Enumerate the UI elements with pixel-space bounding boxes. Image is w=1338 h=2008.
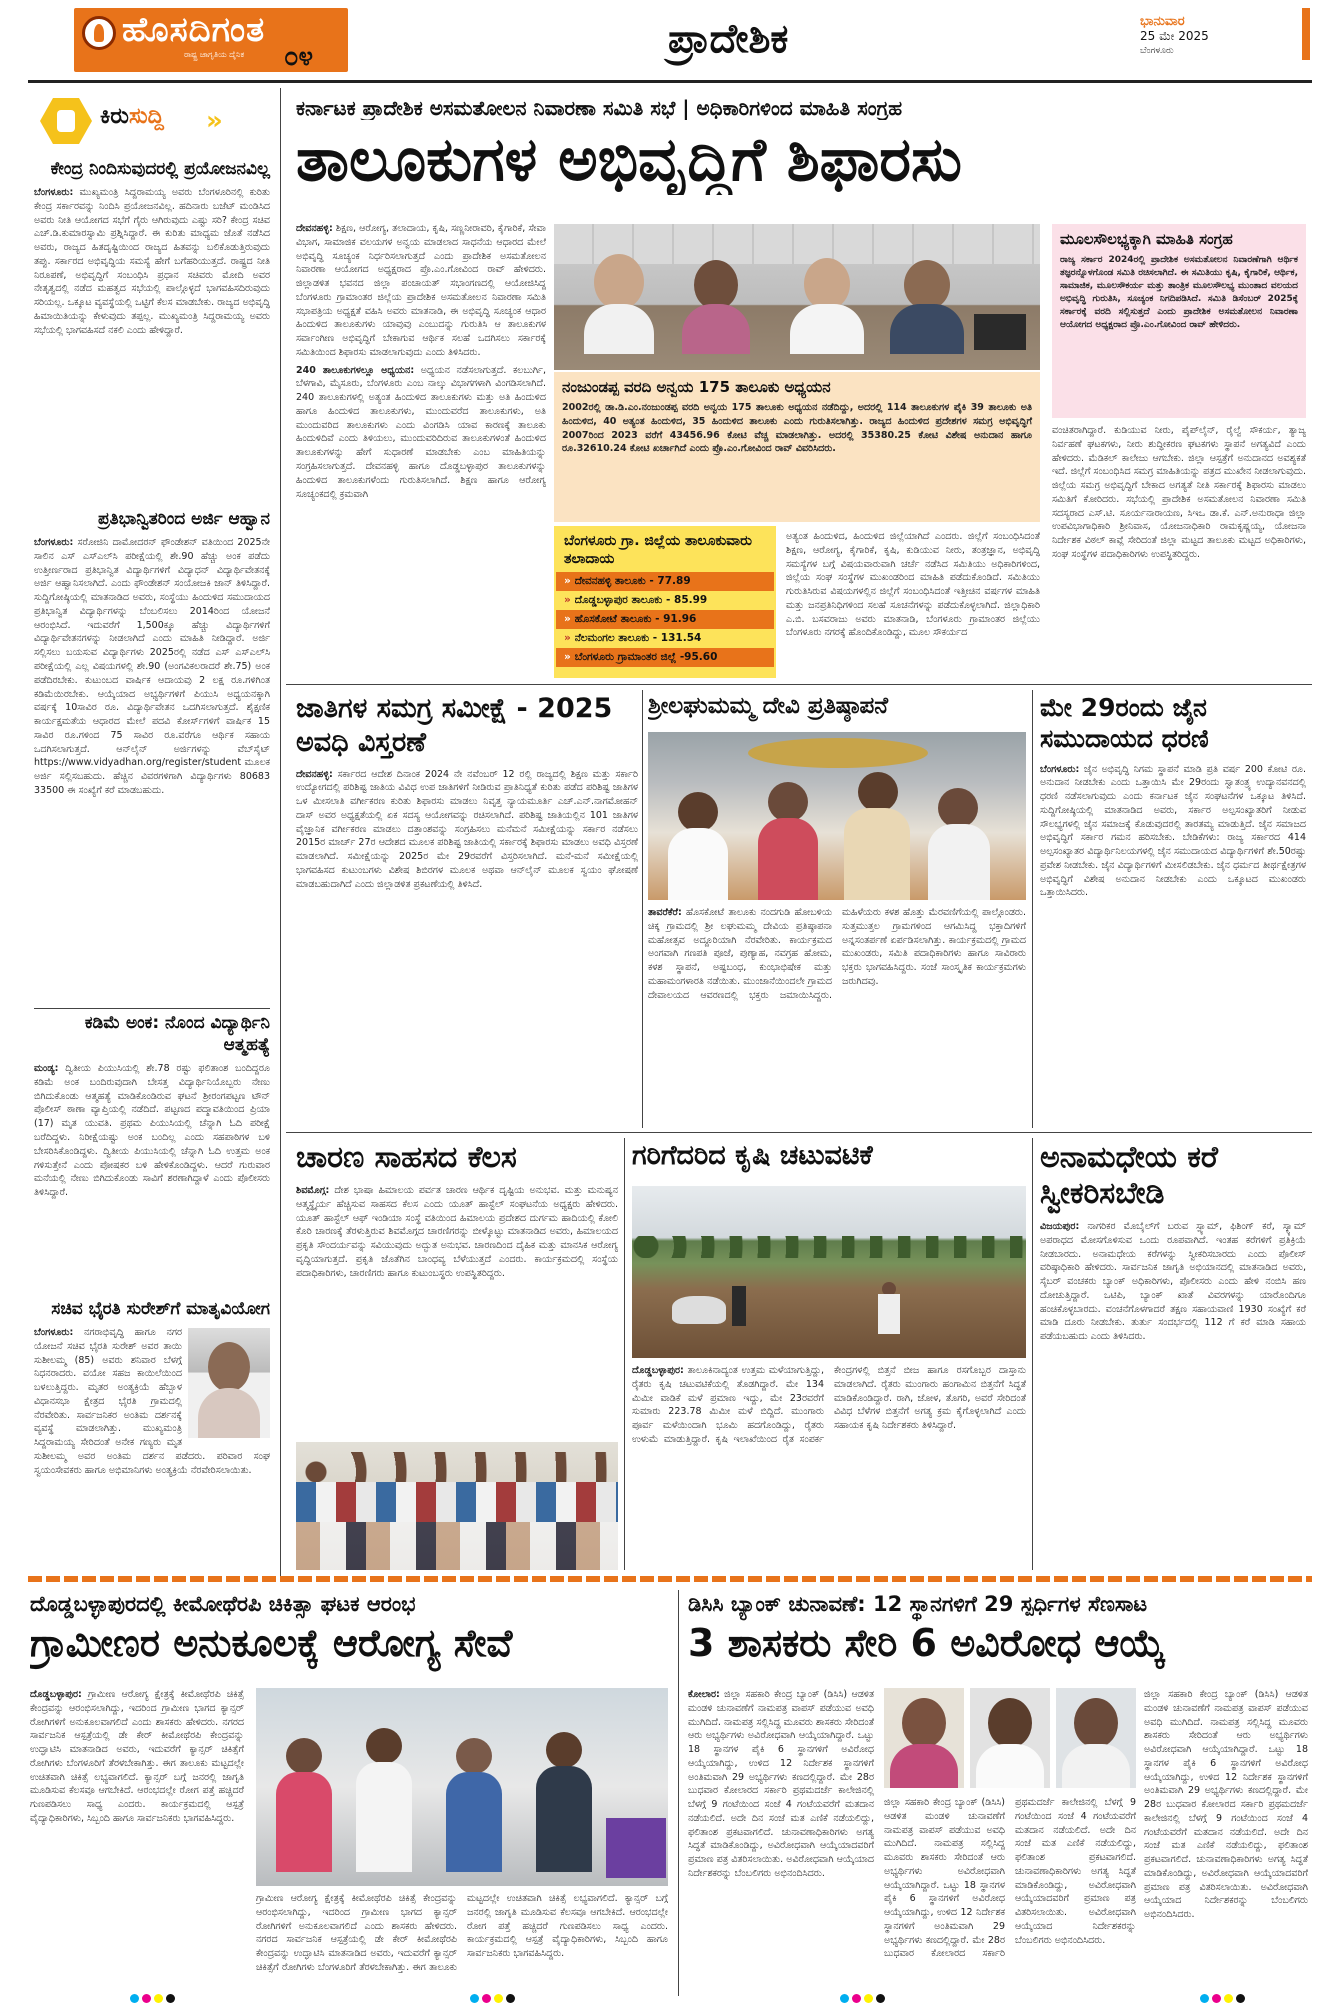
jain-dateline: ಬೆಂಗಳೂರು: (1040, 763, 1080, 775)
brief-3-title: ಕಡಿಮೆ ಅಂಕ: ನೊಂದ ವಿದ್ಯಾರ್ಥಿನಿ ಆತ್ಮಹತ್ಯೆ (84, 1013, 270, 1056)
bottom-col-rule (678, 1590, 679, 1996)
temple-body: ಹೊಸಕೋಟೆ ತಾಲೂಕು ನಂದಗುಡಿ ಹೋಬಳಿಯ ಚಿಕ್ಕ ಗ್ರಾಮದಲ್ಲಿ ಶ್ರೀ ಲಘುಮಮ್ಮ ದೇವಿಯ ಪ್ರತಿಷ್ಠಾಪನಾ ಮಹೋತ್ಸವ ಅದ್ದೂರಿಯಾಗಿ ನೆರವೇರಿತು. ಕಾರ್ಯಕ್ರಮದ ಅಂಗವಾಗಿ ಗಣಪತಿ ಪೂಜೆ, ಪುಣ್ಯಾಹ, ನವಗ್ರಹ ಹೋಮ, ಕಳಶ ಸ್ಥಾಪನೆ, ಅಷ್ಟಬಂಧ, ಕುಂಭಾಭಿಷೇಕ ಮತ್ತು ಮಹಾಮಂಗಳಾರತಿ ನಡೆಯಿತು. ಮುಂಜಾನೆಯಿಂದಲೇ ಗ್ರಾಮದ ದೇವಾಲಯದ ಆವರಣದಲ್ಲಿ ಭಕ್ತರು ಜಮಾಯಿಸಿದ್ದರು. ಮಹಿಳೆಯರು ಕಳಶ ಹೊತ್ತು ಮೆರವಣಿಗೆಯಲ್ಲಿ ಪಾಲ್ಗೊಂಡರು. ಸುತ್ತಮುತ್ತಲ ಗ್ರಾಮಗಳಿಂದ ಆಗಮಿಸಿದ್ದ ಭಕ್ತಾದಿಗಳಿಗೆ ಅನ್ನಸಂತರ್ಪಣೆ ಏರ್ಪಡಿಸಲಾಗಿತ್ತು. ಕಾರ್ಯಕ್ರಮದಲ್ಲಿ ಗ್ರಾಮದ ಮುಖಂಡರು, ಸಮಿತಿ ಪದಾಧಿಕಾರಿಗಳು ಹಾಗೂ ಸಾವಿರಾರು ಭಕ್ತರು ಭಾಗವಹಿಸಿದ್ದರು. ಸಂಜೆ ಸಾಂಸ್ಕೃತಿಕ ಕಾರ್ಯಕ್ರಮಗಳು ಜರುಗಿದವು. (648, 907, 1026, 1001)
lead-body-2: ಅಧ್ಯಯನ ನಡೆಸಲಾಗುತ್ತದೆ. ಕಲಬುರ್ಗಿ, ಬೆಳಗಾವಿ, ಮೈಸೂರು, ಬೆಂಗಳೂರು ಎಂಬ ನಾಲ್ಕು ವಿಭಾಗಗಳಾಗಿ ವಿಂಗಡಿಸಲಾಗಿದೆ. 240 ತಾಲೂಕುಗಳಲ್ಲಿ ಅತ್ಯಂತ ಹಿಂದುಳಿದ ತಾಲೂಕುಗಳು ಮತ್ತು ಅತಿ ಹಿಂದುಳಿದ ಹಾಗೂ ಹಿಂದುಳಿದ ತಾಲೂಕುಗಳು, ಮುಂದುವರೆದ ತಾಲೂಕುಗಳು, ಅತಿ ಮುಂದುವರಿದ ತಾಲೂಕುಗಳು ಎಂದು ವಿಂಗಡಿಸಿ ಯಾವ ಕಾರಣಕ್ಕೆ ತಾಲೂಕು ಹಿಂದುಳಿದಿವೆ ಎಂದು ತಿಳಿಯಲು, ಮುಂದುವರಿದಿರುವ ತಾಲೂಕುಗಳಂತೆ ಹಿಂದುಳಿದ ತಾಲೂಕುಗಳನ್ನು ಹೇಗೆ ಸುಧಾರಣೆ ಮಾಡಬೇಕು ಎಂಬ ಮಾಹಿತಿಯನ್ನು ಸಂಗ್ರಹಿಸಲಾಗುತ್ತದೆ. ದೇವನಹಳ್ಳಿ ಹಾಗೂ ದೊಡ್ಡಬಳ್ಳಾಪುರ ತಾಲೂಕುಗಳನ್ನು ಹಿಂದುಳಿದ ತಾಲೂಕುಗಳೆಂದು ಗುರುತಿಸಲಾಗಿದೆ. ಶಿಕ್ಷಣ ಹಾಗೂ ಆರೋಗ್ಯ ಸೂಚ್ಯಂಕದಲ್ಲಿ ಕ್ರಮವಾಗಿ (296, 364, 546, 500)
chemo-body: ಗ್ರಾಮೀಣ ಆರೋಗ್ಯ ಕ್ಷೇತ್ರಕ್ಕೆ ಕೀಮೋಥೆರಪಿ ಚಿಕಿತ್ಸೆ ಕೇಂದ್ರವನ್ನು ಆರಂಭಿಸಲಾಗಿದ್ದು, ಇದರಿಂದ ಗ್ರಾಮೀಣ ಭಾಗದ ಕ್ಯಾನ್ಸರ್ ರೋಗಿಗಳಿಗೆ ಅನುಕೂಲವಾಗಲಿದೆ ಎಂದು ಶಾಸಕರು ಹೇಳಿದರು. ನಗರದ ಸಾರ್ವಜನಿಕ ಆಸ್ಪತ್ರೆಯಲ್ಲಿ ಡೇ ಕೇರ್ ಕೀಮೋಥೆರಪಿ ಕೇಂದ್ರವನ್ನು ಉದ್ಘಾಟಿಸಿ ಮಾತನಾಡಿದ ಅವರು, ಇದುವರೆಗೆ ಕ್ಯಾನ್ಸರ್ ಚಿಕಿತ್ಸೆಗೆ ರೋಗಿಗಳು ಬೆಂಗಳೂರಿಗೆ ತೆರಳಬೇಕಾಗಿತ್ತು. ಈಗ ತಾಲೂಕು ಮಟ್ಟದಲ್ಲೇ ಉಚಿತವಾಗಿ ಚಿಕಿತ್ಸೆ ಲಭ್ಯವಾಗಲಿದೆ. ಕ್ಯಾನ್ಸರ್ ಬಗ್ಗೆ ಜನರಲ್ಲಿ ಜಾಗೃತಿ ಮೂಡಿಸುವ ಕೆಲಸವೂ ಆಗಬೇಕಿದೆ. ಆರಂಭದಲ್ಲೇ ರೋಗ ಪತ್ತೆ ಹಚ್ಚಿದರೆ ಗುಣಪಡಿಸಲು ಸಾಧ್ಯ ಎಂದರು. ಕಾರ್ಯಕ್ರಮದಲ್ಲಿ ಆಸ್ಪತ್ರೆ ವೈದ್ಯಾಧಿಕಾರಿಗಳು, ಸಿಬ್ಬಂದಿ ಹಾಗೂ ಸಾರ್ವಜನಿಕರು ಭಾಗವಹಿಸಿದ್ದರು. (30, 1689, 244, 1824)
percapita-row-2: » ಹೊಸಕೋಟೆ ತಾಲೂಕು - 91.96 (556, 610, 774, 629)
date-block (1140, 14, 1290, 56)
dcc-dateline: ಕೋಲಾರ: (688, 1689, 720, 1700)
jain-story (1040, 692, 1306, 1128)
lead-col-4: ವಂಚಿತರಾಗಿದ್ದಾರೆ. ಕುಡಿಯುವ ನೀರು, ಪೈಪ್‌ಲೈನ್, ರೈಲ್ವೆ ಸೌಕರ್ಯ, ತ್ಯಾಜ್ಯ ನಿರ್ವಹಣೆ ಘಟಕಗಳು, ನೀರು ಶುದ್ಧೀಕರಣ ಘಟಕಗಳು ಸ್ಥಾಪನೆ ಅಗತ್ಯವಿದೆ ಎಂದು ಹೇಳಿದರು. ಮೆಡಿಕಲ್ ಕಾಲೇಜು ಆಗಬೇಕು. ಜಿಲ್ಲಾ ಆಸ್ಪತ್ರೆಗೆ ಅನುದಾನದ ಅವಶ್ಯಕತೆ ಇದೆ. ಜಿಲ್ಲೆಗೆ ಸಂಬಂಧಿಸಿದ ಸಮಗ್ರ ಮಾಹಿತಿಯನ್ನು ಪತ್ರದ ಮುಖೇನ ನೀಡಲಾಗುವುದು. ಜಿಲ್ಲೆಯ ಸಮಗ್ರ ಅಭಿವೃದ್ಧಿಗೆ ಬೇಕಾದ ಅಗತ್ಯತೆ ನೀತಿ ಸರ್ಕಾರಕ್ಕೆ ಶಿಫಾರಸು ಮಾಡಲು ಸಮಿತಿಗೆ ಕೋರಿದರು. ಸಭೆಯಲ್ಲಿ ಪ್ರಾದೇಶಿಕ ಅಸಮತೋಲನ ನಿವಾರಣಾ ಸಮಿತಿ ಸದಸ್ಯರಾದ ಎಸ್.ಟಿ. ಸೂರ್ಯನಾರಾಯಣ, ಸಿಇಒ ಡಾ.ಕೆ. ಎನ್.ಅನುರಾಧಾ ಜಿಲ್ಲಾ ಉಪವಿಭಾಗಾಧಿಕಾರಿ ಶ್ರೀನಿವಾಸ, ಯೋಜನಾಧಿಕಾರಿ ರಾಮಕೃಷ್ಣಯ್ಯ, ಯೋಜನಾ ನಿರ್ದೇಶಕ ವಿಠಲ್ ಕಾವ್ಲೆ ಸೇರಿದಂತೆ ಜಿಲ್ಲಾ ಮಟ್ಟದ ತಾಲೂಕು ಮಟ್ಟದ ಅಧಿಕಾರಿಗಳು, ಸಂಘ ಸಂಸ್ಥೆಗಳ ಪದಾಧಿಕಾರಿಗಳು ಉಪಸ್ಥಿತರಿದ್ದರು. (1052, 425, 1306, 560)
kirusuddi-column (30, 90, 276, 1570)
side-box-body: ರಾಜ್ಯ ಸರ್ಕಾರ 2024ರಲ್ಲಿ ಪ್ರಾದೇಶಿಕ ಅಸಮತೋಲನ ನಿವಾರಣೆಗಾಗಿ ಆರ್ಥಿಕ ತಜ್ಞರನ್ನೊಳಗೊಂಡ ಸಮಿತಿ ರಚಿಸಲಾಗಿದೆ. ಈ ಸಮಿತಿಯು ಕೃಷಿ, ಕೈಗಾರಿಕೆ, ಆರ್ಥಿಕ, ಸಾಮಾಜಿಕ, ಮೂಲಸೌಕರ್ಯ ಮತ್ತು ತಾಂತ್ರಿಕ ಮೂಲಸೌಲಭ್ಯ ಮುಂತಾದ ವಲಯದ ಅಭಿವೃದ್ಧಿ ಗುರುತಿಸಿ, ಸೂಚ್ಯಂಕ ನಿಗದಿಪಡಿಸಿದೆ. ಸಮಿತಿ ಡಿಸೆಂಬರ್ 2025ಕ್ಕೆ ಸರ್ಕಾರಕ್ಕೆ ವರದಿ ಸಲ್ಲಿಸುತ್ತದೆ ಎಂದು ಪ್ರಾದೇಶಿಕ ಅಸಮತೋಲನ ನಿವಾರಣಾ ಆಯೋಗದ ಅಧ್ಯಕ್ಷರಾದ ಪ್ರೊ.ಎಂ.ಗೋವಿಂದ ರಾವ್ ಹೇಳಿದರು. (1060, 254, 1298, 330)
farming-story (632, 1140, 1026, 1570)
print-registration-marks-4 (1200, 1994, 1245, 2003)
anon-call-story (1040, 1140, 1306, 1570)
obituary-photo (188, 1328, 270, 1438)
lead-dateline: ದೇವನಹಳ್ಳಿ: (296, 223, 333, 234)
lead-col-3: ಅತ್ಯಂತ ಹಿಂದುಳಿದ, ಹಿಂದುಳಿದ ಜಿಲ್ಲೆಯಾಗಿದೆ ಎಂದರು. ಜಿಲ್ಲೆಗೆ ಸಂಬಂಧಿಸಿದಂತೆ ಶಿಕ್ಷಣ, ಆರೋಗ್ಯ, ಕೈಗಾರಿಕೆ, ಕೃಷಿ, ಕುಡಿಯುವ ನೀರು, ತಂತ್ರಜ್ಞಾನ, ಅಭಿವೃದ್ಧಿ ಸಮಸ್ಯೆಗಳ ಬಗ್ಗೆ ವಿಷಯವಾರುವಾಗಿ ಚರ್ಚೆ ನಡೆಸಿದ ಸಮಿತಿಯು ಅಧಿಕಾರಿಗಳಿಂದ, ಜಿಲ್ಲೆಯ ಸಂಘ ಸಂಸ್ಥೆಗಳ ಮುಖಂಡರಿಂದ ಮಾಹಿತಿ ಪಡೆದುಕೊಂಡಿದೆ. ಸಮಿತಿಯು ಗುರುತಿಸಿರುವ ವಿಷಯಗಳಲ್ಲಿನ ಜಿಲ್ಲೆಗೆ ಸಂಬಂಧಿಸಿದಂತೆ ಇತ್ತೀಚಿನ ವರ್ಷಗಳ ಮಾಹಿತಿ ಮತ್ತು ಜನಪ್ರತಿನಿಧಿಗಳಿಂದ ಸಲಹೆ ಸೂಚನೆಗಳನ್ನು ಪಡೆದುಕೊಳ್ಳಲಾಗಿದೆ. ಜಿಲ್ಲಾಧಿಕಾರಿ ಎ.ಬಿ. ಬಸವರಾಜು ಅವರು ಮಾತನಾಡಿ, ಬೆಂಗಳೂರು ಗ್ರಾಮಾಂತರ ಜಿಲ್ಲೆಯು ಬೆಂಗಳೂರು ನಗರಕ್ಕೆ ಹೊಂದಿಕೊಂಡಿದ್ದು, ಮೂಲ ಸೌಕರ್ಯದ (786, 531, 1040, 639)
temple-photo (648, 732, 1026, 900)
logo-block (74, 8, 348, 72)
brief-1 (34, 158, 270, 458)
lead-photo-caption (554, 372, 1040, 522)
trek-body: ದೇಶ ಭಾಷಾ ಹಿಮಾಲಯ ಪರ್ವತ ಚಾರಣ ಆರ್ಥಿಕ ದೃಷ್ಟಿಯ ಅನುಭವ. ಮತ್ತು ಮನುಷ್ಯನ ಆತ್ಮಸ್ಥೈರ್ಯ ಹೆಚ್ಚಿಸುವ ಸಾಹಸದ ಕೆಲಸ ಎಂದು ಯೂತ್ ಹಾಸ್ಟೆಲ್ ಸಂಘಟನೆಯ ಅಧ್ಯಕ್ಷರು ಹೇಳಿದರು. ಯೂತ್ ಹಾಸ್ಟೆಲ್ ಆಫ್ ಇಂಡಿಯಾ ಸಂಸ್ಥೆ ವತಿಯಿಂದ ಹಿಮಾಲಯ ಪ್ರದೇಶದ ದುರ್ಗಮ ಹಾದಿಯಲ್ಲಿ ಕೋಲಿ ಕೊರಿ ಚಾರಣಕ್ಕೆ ತೆರಳುತ್ತಿರುವ ಶಿವಮೊಗ್ಗದ ಚಾರಣಿಗರನ್ನು ಬೀಳ್ಕೊಟ್ಟು ಮಾತನಾಡಿದ ಅವರು, ಹಿಮಾಲಯದ ಪ್ರಕೃತಿ ಸೌಂದರ್ಯವನ್ನು ಸವಿಯುವುದು ಅದ್ಭುತ ಅನುಭವ. ಚಾರಣದಿಂದ ದೈಹಿಕ ಮತ್ತು ಮಾನಸಿಕ ಆರೋಗ್ಯ ವೃದ್ಧಿಯಾಗುತ್ತದೆ. ಪ್ರಕೃತಿ ಜೊತೆಗಿನ ಬಾಂಧವ್ಯ ಬೆಳೆಯುತ್ತದೆ ಎಂದರು. ಕಾರ್ಯಕ್ರಮದಲ್ಲಿ ಸಂಸ್ಥೆಯ ಪದಾಧಿಕಾರಿಗಳು, ಚಾರಣಿಗರು ಹಾಗೂ ಕುಟುಂಬಸ್ಥರು ಉಪಸ್ಥಿತರಿದ್ದರು. (296, 1185, 618, 1279)
brief-3-body: ಮಂಡ್ಯ: ದ್ವಿತೀಯ ಪಿಯುಸಿಯಲ್ಲಿ ಶೇ.78 ರಷ್ಟು ಫಲಿತಾಂಶ ಬಂದಿದ್ದರೂ ಕಡಿಮೆ ಅಂಕ ಬಂದಿರುವುದಾಗಿ ಬೇಸತ್ತ ವಿದ್ಯಾರ್ಥಿನಿಯೊಬ್ಬರು ನೇಣು ಬಿಗಿದುಕೊಂಡು ಆತ್ಮಹತ್ಯೆ ಮಾಡಿಕೊಂಡಿರುವ ಘಟನೆ ಶ್ರೀರಂಗಪಟ್ಟಣ ಟೌನ್ ಪೊಲೀಸ್ ಠಾಣಾ ವ್ಯಾಪ್ತಿಯಲ್ಲಿ ನಡೆದಿದೆ. ಪಟ್ಟಣದ ಪದ್ಮಾವತಿಯಿಂದ ಪ್ರಿಯಾ (17) ಮೃತ ಯುವತಿ. ಪ್ರಥಮ ಪಿಯುಸಿಯಲ್ಲಿ ಚೆನ್ನಾಗಿ ಓದಿ ಪರೀಕ್ಷೆ ಬರೆದಿದ್ದಳು. ನಿರೀಕ್ಷೆಯಷ್ಟು ಅಂಕ ಬಂದಿಲ್ಲ ಎಂದು ಸಹಪಾಠಿಗಳ ಬಳಿ ಬೇಸರಿಸಿಕೊಂಡಿದ್ದಳು. ದ್ವಿತೀಯ ಪಿಯುಸಿಯಲ್ಲಿ ಚೆನ್ನಾಗಿ ಓದಿ ಉತ್ತಮ ಅಂಕ ಗಳಿಸುತ್ತೇನೆ ಎಂದು ಪೋಷಕರ ಬಳಿ ಹೇಳಿಕೊಂಡಿದ್ದಳು. ಆದರೆ ಗುರುವಾರ ಮನೆಯಲ್ಲಿ ನೇಣು ಬಿಗಿದುಕೊಂಡು ಸಾವಿಗೆ ಶರಣಾಗಿದ್ದಾಳೆ ಎಂದು ಪೊಲೀಸರು ತಿಳಿಸಿದ್ದಾರೆ. (34, 1063, 270, 1199)
jain-title: ಮೇ 29ರಂದು ಜೈನ ಸಮುದಾಯದ ಧರಣಿ (1040, 693, 1209, 754)
brief-2-dateline: ಬೆಂಗಳೂರು: (34, 537, 74, 549)
lead-col-1 (296, 222, 546, 680)
caption-body: 2002ರಲ್ಲಿ ಡಾ.ಡಿ.ಎಂ.ನಂಜುಂಡಪ್ಪ ವರದಿ ಅನ್ವಯ 175 ತಾಲೂಕು ಅಧ್ಯಯನ ನಡೆದಿದ್ದು, ಅದರಲ್ಲಿ 114 ತಾಲೂಕುಗಳ ಪೈಕಿ 39 ತಾಲೂಕು ಅತಿ ಹಿಂದುಳಿದ, 40 ಅತ್ಯಂತ ಹಿಂದುಳಿದ, 35 ಹಿಂದುಳಿದ ತಾಲೂಕು ಎಂದು ಗುರುತಿಸಲಾಗಿತ್ತು. ರಾಜ್ಯದ ಹಿಂದುಳಿದ ಪ್ರದೇಶಗಳ ಸಮಗ್ರ ಅಭಿವೃದ್ಧಿಗೆ 2007ರಿಂದ 2023 ವರೆಗೆ 43456.96 ಕೋಟಿ ವೆಚ್ಚ ಮಾಡಲಾಗಿತ್ತು. ಅದರಲ್ಲಿ 35380.25 ಕೋಟಿ ವಿಶೇಷ ಅನುದಾನ ಹಾಗೂ ರೂ.32610.24 ಕೋಟಿ ಖರ್ಚಾಗಿದೆ ಎಂದು ಪ್ರೊ.ಎಂ.ಗೋವಿಂದ ರಾವ್ ವಿವರಿಸಿದರು. (562, 402, 1032, 455)
brief-divider (34, 1008, 270, 1009)
print-registration-marks (130, 1994, 175, 2003)
side-box (1052, 224, 1306, 418)
section-title: ಪ್ರಾದೇಶಿಕ (668, 16, 789, 62)
brief-2 (34, 508, 270, 956)
print-registration-marks-2 (470, 1994, 515, 2003)
brief-1-title: ಕೇಂದ್ರ ನಿಂದಿಸುವುದರಲ್ಲಿ ಪ್ರಯೋಜನವಿಲ್ಲ (50, 159, 270, 179)
caste-survey-title: ಜಾತಿಗಳ ಸಮಗ್ರ ಸಮೀಕ್ಷೆ - 2025 ಅವಧಿ ವಿಸ್ತರಣೆ (296, 693, 613, 758)
chemo-kicker: ದೊಡ್ಡಬಳ್ಳಾಪುರದಲ್ಲಿ ಕೀಮೋಥೆರಪಿ ಚಿಕಿತ್ಸಾ ಘಟಕ ಆರಂಭ (30, 1592, 416, 1616)
chemo-body-cont: ಗ್ರಾಮೀಣ ಆರೋಗ್ಯ ಕ್ಷೇತ್ರಕ್ಕೆ ಕೀಮೋಥೆರಪಿ ಚಿಕಿತ್ಸೆ ಕೇಂದ್ರವನ್ನು ಆರಂಭಿಸಲಾಗಿದ್ದು, ಇದರಿಂದ ಗ್ರಾಮೀಣ ಭಾಗದ ಕ್ಯಾನ್ಸರ್ ರೋಗಿಗಳಿಗೆ ಅನುಕೂಲವಾಗಲಿದೆ ಎಂದು ಶಾಸಕರು ಹೇಳಿದರು. ನಗರದ ಸಾರ್ವಜನಿಕ ಆಸ್ಪತ್ರೆಯಲ್ಲಿ ಡೇ ಕೇರ್ ಕೀಮೋಥೆರಪಿ ಕೇಂದ್ರವನ್ನು ಉದ್ಘಾಟಿಸಿ ಮಾತನಾಡಿದ ಅವರು, ಇದುವರೆಗೆ ಕ್ಯಾನ್ಸರ್ ಚಿಕಿತ್ಸೆಗೆ ರೋಗಿಗಳು ಬೆಂಗಳೂರಿಗೆ ತೆರಳಬೇಕಾಗಿತ್ತು. ಈಗ ತಾಲೂಕು ಮಟ್ಟದಲ್ಲೇ ಉಚಿತವಾಗಿ ಚಿಕಿತ್ಸೆ ಲಭ್ಯವಾಗಲಿದೆ. ಕ್ಯಾನ್ಸರ್ ಬಗ್ಗೆ ಜನರಲ್ಲಿ ಜಾಗೃತಿ ಮೂಡಿಸುವ ಕೆಲಸವೂ ಆಗಬೇಕಿದೆ. ಆರಂಭದಲ್ಲೇ ರೋಗ ಪತ್ತೆ ಹಚ್ಚಿದರೆ ಗುಣಪಡಿಸಲು ಸಾಧ್ಯ ಎಂದರು. ಕಾರ್ಯಕ್ರಮದಲ್ಲಿ ಆಸ್ಪತ್ರೆ ವೈದ್ಯಾಧಿಕಾರಿಗಳು, ಸಿಬ್ಬಂದಿ ಹಾಗೂ ಸಾರ್ವಜನಿಕರು ಭಾಗವಹಿಸಿದ್ದರು. (256, 1893, 668, 1973)
col-rule-d (1032, 1138, 1033, 1570)
chemo-dateline: ದೊಡ್ಡಬಳ್ಳಾಪುರ: (30, 1689, 82, 1700)
logo-text: ಹೊಸದಿಗಂತ (122, 10, 266, 50)
row3-rule (286, 1132, 1312, 1133)
jain-body: ಜೈನ ಅಭಿವೃದ್ಧಿ ನಿಗಮ ಸ್ಥಾಪನೆ ಮಾಡಿ ಪ್ರತಿ ವರ್ಷ 200 ಕೋಟಿ ರೂ. ಅನುದಾನ ನೀಡಬೇಕು ಎಂದು ಒತ್ತಾಯಿಸಿ ಮೇ 29ರಂದು ಸ್ವಾತಂತ್ರ್ಯ ಉದ್ಯಾನವನದಲ್ಲಿ ಧರಣಿ ನಡೆಸಲಾಗುವುದು ಎಂದು ಕರ್ನಾಟಕ ಜೈನ ಸಂಘಟನೆಗಳ ಒಕ್ಕೂಟ ತಿಳಿಸಿದೆ. ಸುದ್ದಿಗೋಷ್ಠಿಯಲ್ಲಿ ಮಾತನಾಡಿದ ಅವರು, ಸರ್ಕಾರ ಅಲ್ಪಸಂಖ್ಯಾತರಿಗೆ ನೀಡುವ ಸೌಲಭ್ಯಗಳಲ್ಲಿ ಜೈನ ಸಮಾಜಕ್ಕೆ ಕೊಡುವುದರಲ್ಲಿ ತಾರತಮ್ಯ ಮಾಡುತ್ತಿದೆ. ಜೈನ ಸಮಾಜದ ಅಭಿವೃದ್ಧಿಗೆ ಸರ್ಕಾರ ಗಮನ ಹರಿಸಬೇಕು. ಬೇಡಿಕೆಗಳು: ರಾಜ್ಯ ಸರ್ಕಾರದ 414 ಅಲ್ಪಸಂಖ್ಯಾತರ ವಿದ್ಯಾರ್ಥಿನಿಲಯಗಳಲ್ಲಿ ಜೈನ ಸಮುದಾಯದ ವಿದ್ಯಾರ್ಥಿಗಳಿಗೆ ಶೇ.50ರಷ್ಟು ಪ್ರವೇಶ ನೀಡಬೇಕು. ಜೈನ ವಿದ್ಯಾರ್ಥಿಗಳಿಗೆ ಮೀಸಲಿಡಬೇಕು. ಜೈನ ಧರ್ಮದ ತೀರ್ಥಕ್ಷೇತ್ರಗಳ ಅಭಿವೃದ್ಧಿಗೆ ವಿಶೇಷ ಅನುದಾನ ನೀಡಬೇಕು ಎಂದು ಒಕ್ಕೂಟದ ಮುಖಂಡರು ಒತ್ತಾಯಿಸಿದರು. (1040, 763, 1306, 899)
percapita-row-3: » ನೆಲಮಂಗಲ ತಾಲೂಕು - 131.54 (564, 632, 702, 645)
percapita-title: ಬೆಂಗಳೂರು ಗ್ರಾ. ಜಿಲ್ಲೆಯ ತಾಲೂಕುವಾರು ತಲಾದಾಯ (564, 533, 752, 568)
trek-story (296, 1140, 618, 1570)
bottom-band-top (28, 1576, 1312, 1582)
percapita-box (554, 526, 776, 678)
logo-tagline: ರಾಷ್ಟ್ರ ಜಾಗೃತಿಯ ದೈನಿಕ (184, 50, 245, 59)
dcc-body: ಜಿಲ್ಲಾ ಸಹಕಾರಿ ಕೇಂದ್ರ ಬ್ಯಾಂಕ್ (ಡಿಸಿಸಿ) ಆಡಳಿತ ಮಂಡಳಿ ಚುನಾವಣೆಗೆ ನಾಮಪತ್ರ ವಾಪಸ್ ಪಡೆಯುವ ಅವಧಿ ಮುಗಿದಿದೆ. ನಾಮಪತ್ರ ಸಲ್ಲಿಸಿದ್ದ ಮೂವರು ಶಾಸಕರು ಸೇರಿದಂತೆ ಆರು ಅಭ್ಯರ್ಥಿಗಳು ಅವಿರೋಧವಾಗಿ ಆಯ್ಕೆಯಾಗಿದ್ದಾರೆ. ಒಟ್ಟು 18 ಸ್ಥಾನಗಳ ಪೈಕಿ 6 ಸ್ಥಾನಗಳಿಗೆ ಅವಿರೋಧ ಆಯ್ಕೆಯಾಗಿದ್ದು, ಉಳಿದ 12 ನಿರ್ದೇಶಕ ಸ್ಥಾನಗಳಿಗೆ ಅಂತಿಮವಾಗಿ 29 ಅಭ್ಯರ್ಥಿಗಳು ಕಣದಲ್ಲಿದ್ದಾರೆ. ಮೇ 28ರ ಬುಧವಾರ ಕೋಲಾರದ ಸರ್ಕಾರಿ ಪ್ರಥಮದರ್ಜೆ ಕಾಲೇಜಿನಲ್ಲಿ ಬೆಳಗ್ಗೆ 9 ಗಂಟೆಯಿಂದ ಸಂಜೆ 4 ಗಂಟೆಯವರೆಗೆ ಮತದಾನ ನಡೆಯಲಿದೆ. ಅದೇ ದಿನ ಸಂಜೆ ಮತ ಎಣಿಕೆ ನಡೆಯಲಿದ್ದು, ಫಲಿತಾಂಶ ಪ್ರಕಟವಾಗಲಿದೆ. ಚುನಾವಣಾಧಿಕಾರಿಗಳು ಅಗತ್ಯ ಸಿದ್ಧತೆ ಮಾಡಿಕೊಂಡಿದ್ದು, ಅವಿರೋಧವಾಗಿ ಆಯ್ಕೆಯಾದವರಿಗೆ ಪ್ರಮಾಣ ಪತ್ರ ವಿತರಿಸಲಾಯಿತು. ಅವಿರೋಧವಾಗಿ ಆಯ್ಕೆಯಾದ ನಿರ್ದೇಶಕರನ್ನು ಬೆಂಬಲಿಗರು ಅಭಿನಂದಿಸಿದರು. (688, 1689, 874, 1879)
percapita-row-4: » ಬೆಂಗಳೂರು ಗ್ರಾಮಾಂತರ ಜಿಲ್ಲೆ -95.60 (556, 648, 774, 667)
page-number: ೦೪ (284, 42, 314, 72)
percapita-row-0: » ದೇವನಹಳ್ಳಿ ತಾಲೂಕು - 77.89 (556, 572, 774, 591)
dcc-title: 3 ಶಾಸಕರು ಸೇರಿ 6 ಅವಿರೋಧ ಆಯ್ಕೆ (688, 1621, 1166, 1665)
lead-subhead: 240 ತಾಲೂಕುಗಳಲ್ಲೂ ಅಧ್ಯಯನ: (296, 364, 415, 376)
lead-kicker: ಕರ್ನಾಟಕ ಪ್ರಾದೇಶಿಕ ಅಸಮತೋಲನ ನಿವಾರಣಾ ಸಮಿತಿ ಸಭೆ | ಅಧಿಕಾರಿಗಳಿಂದ ಮಾಹಿತಿ ಸಂಗ್ರಹ (296, 96, 903, 120)
brief-4 (34, 1298, 270, 1592)
masthead-rule (28, 80, 1312, 83)
farming-photo (632, 1186, 1026, 1358)
trek-title: ಚಾರಣ ಸಾಹಸದ ಕೆಲಸ (296, 1140, 517, 1175)
dcc-story (688, 1592, 1308, 1996)
brief-3 (34, 1012, 270, 1328)
masthead (0, 0, 1338, 80)
brief-1-dateline: ಬೆಂಗಳೂರು: (34, 187, 74, 199)
side-box-title: ಮೂಲಸೌಲಭ್ಯಕ್ಕಾಗಿ ಮಾಹಿತಿ ಸಂಗ್ರಹ (1060, 230, 1233, 248)
left-column-rule (280, 88, 281, 1576)
chemo-story (30, 1592, 670, 1996)
dcc-candidate-photo-3 (1056, 1688, 1136, 1788)
brief-2-body: ಬೆಂಗಳೂರು: ಸರೋಜಿನಿ ದಾಮೋದರನ್ ಫೌಂಡೇಶನ್ ವತಿಯಿಂದ 2025ನೇ ಸಾಲಿನ ಎಸ್ ಎಸ್ಎಲ್‌ಸಿ ಪರೀಕ್ಷೆಯಲ್ಲಿ ಶೇ.90 ಹೆಚ್ಚು ಅಂಕ ಪಡೆದು ಉತ್ತೀರ್ಣರಾದ ಪ್ರತಿಭಾನ್ವಿತ ವಿದ್ಯಾರ್ಥಿಗಳಿಗೆ ವಿದ್ಯಾಧನ್ ವಿದ್ಯಾರ್ಥಿವೇತನಕ್ಕೆ ಅರ್ಜಿ ಆಹ್ವಾನಿಸಲಾಗಿದೆ. ಎಂದು ಫೌಂಡೇಶನ್ ಸಂಯೋಜಕಿ ಜಾನ್ ತಿಳಿಸಿದ್ದಾರೆ. ಸುದ್ದಿಗೋಷ್ಠಿಯಲ್ಲಿ ಮಾತನಾಡಿದ ಅವರು, ಸಂಸ್ಥೆಯು ಹಿಂದುಳಿದ ಸಮುದಾಯದ ಪ್ರತಿಭಾನ್ವಿತ ವಿದ್ಯಾರ್ಥಿಗಳನ್ನು ಬೆಂಬಲಿಸಲು 2014ರಿಂದ ಯೋಜನೆ ಆರಂಭಿಸಿದೆ. ಇದುವರೆಗೆ 1,500ಕ್ಕೂ ಹೆಚ್ಚು ವಿದ್ಯಾರ್ಥಿಗಳಿಗೆ ವಿದ್ಯಾರ್ಥಿವೇತನಗಳನ್ನು ನೀಡಲಾಗಿದೆ ಎಂದು ಮಾಹಿತಿ ನೀಡಿದ್ದಾರೆ. ಅರ್ಜಿ ಸಲ್ಲಿಸಲು ಬಯಸುವ ವಿದ್ಯಾರ್ಥಿಗಳು 2025ರಲ್ಲಿ ನಡೆದ ಎಸ್ ಎಸ್ಎಲ್‌ಸಿ ಪರೀಕ್ಷೆಯಲ್ಲಿ ಎಲ್ಲ ವಿಷಯಗಳಲ್ಲಿ ಶೇ.90 (ಅಂಗವಿಕಲರಾದರೆ ಶೇ.75) ಅಂಕ ಪಡೆದಿರಬೇಕು. ಕುಟುಂಬದ ವಾರ್ಷಿಕ ಆದಾಯವು 2 ಲಕ್ಷ ರೂ.ಗಳಿಗಿಂತ ಕಡಿಮೆಯಿರಬೇಕು. ಆಯ್ಕೆಯಾದ ಅಭ್ಯರ್ಥಿಗಳಿಗೆ ಪಿಯುಸಿ ಅಧ್ಯಯನಕ್ಕಾಗಿ ವರ್ಷಕ್ಕೆ 10ಸಾವಿರ ರೂ. ವಿದ್ಯಾರ್ಥಿವೇತನ ಒದಗಿಸಲಾಗುತ್ತದೆ. ಶೈಕ್ಷಣಿಕ ಕಾರ್ಯಕ್ಷಮತೆಯ ಆಧಾರದ ಮೇಲೆ ಪದವಿ ಕೋರ್ಸ್‌ಗಳಿಗೆ ವಾರ್ಷಿಕ 15 ಸಾವಿರ ರೂ.ಗಳಿಂದ 75 ಸಾವಿರ ರೂ.ವರೆಗೂ ಆರ್ಥಿಕ ಸಹಾಯ ಒದಗಿಸಲಾಗುತ್ತದೆ. ಆನ್‌ಲೈನ್ ಅರ್ಜಿಗಳನ್ನು ವೆಬ್‌ಸೈಟ್ https://www.vidyadhan.org/register/student ಮೂಲಕ ಅರ್ಜಿ ಸಲ್ಲಿಸಬಹುದು. ಹೆಚ್ಚಿನ ವಿವರಗಳಿಗಾಗಿ ವಿದ್ಯಾರ್ಥಿಗಳು 80683 33500 ಈ ಸಂಖ್ಯೆಗೆ ಕರೆ ಮಾಡಬಹುದು. (34, 537, 270, 796)
chemo-photo (256, 1688, 668, 1886)
weekday: ಭಾನುವಾರ (1140, 14, 1185, 29)
brief-3-dateline: ಮಂಡ್ಯ: (34, 1063, 59, 1075)
lead-body-1: ಶಿಕ್ಷಣ, ಆರೋಗ್ಯ, ತಲಾದಾಯ, ಕೃಷಿ, ಸಣ್ಣನೀರಾವರಿ, ಕೈಗಾರಿಕೆ, ಸೇವಾ ವಿಭಾಗ, ಸಾಮಾಜಿಕ ವಲಯಗಳ ಅನ್ವಯ ಮಾಡಲಾದ ಸಾಧನೆಯ ಆಧಾರದ ಮೇಲೆ ಅಭಿವೃದ್ಧಿ ಸೂಚ್ಯಂಕ ನಿರ್ಧರಿಸಲಾಗುತ್ತದೆ ಎಂದು ಪ್ರಾದೇಶಿಕ ಅಸಮತೋಲನ ನಿವಾರಣಾ ಆಯೋಗದ ಅಧ್ಯಕ್ಷರಾದ ಪ್ರೊ.ಎಂ.ಗೋವಿಂದ ರಾವ್ ಹೇಳಿದರು. ಜಿಲ್ಲಾಡಳಿತ ಭವನದ ಜಿಲ್ಲಾ ಪಂಚಾಯತ್ ಸಭಾಂಗಣದಲ್ಲಿ ಆಯೋಜಿಸಿದ್ದ ಬೆಂಗಳೂರು ಗ್ರಾಮಾಂತರ ಜಿಲ್ಲೆಯ ಪ್ರಾದೇಶಿಕ ಅಸಮತೋಲನ ನಿವಾರಣಾ ಸಮಿತಿ ಸಭಾಪತ್ರಿಯ ಅಧ್ಯಕ್ಷತೆ ವಹಿಸಿ ಅವರು ಮಾತನಾಡಿ, ಈ ಅಭಿವೃದ್ಧಿ ಸೂಚ್ಯಂಕ ಆಧಾರ ಹಿಂದುಳಿದ ತಾಲೂಕುಗಳು ಯಾವುವು ಎಂಬುದನ್ನು ಗುರುತಿಸಿ ಆ ತಾಲೂಕುಗಳ ಸರ್ವಾಂಗೀಣ ಅಭಿವೃದ್ಧಿಗೆ ಬೇಕಾಗುವ ಆರ್ಥಿಕ ಸಲಹೆ ಒದಗಿಸಲು ಸರ್ಕಾರಕ್ಕೆ ಸಮಿತಿಯಿಂದ ಶಿಫಾರಸು ಮಾಡಲಾಗುವುದು ಎಂದು ತಿಳಿಸಿದರು. (296, 223, 546, 358)
percapita-row-1: » ದೊಡ್ಡಬಳ್ಳಾಪುರ ತಾಲೂಕು - 85.99 (564, 594, 708, 607)
dcc-candidate-photo-1 (884, 1688, 964, 1788)
temple-dateline: ತಾವರೆಕೆರೆ: (648, 907, 682, 918)
kirusuddi-badge (30, 94, 260, 148)
kirusuddi-label (100, 104, 164, 129)
trek-dateline: ಶಿವಮೊಗ್ಗ: (296, 1185, 330, 1196)
kirusuddi-label-b: ಸುದ್ದಿ (128, 104, 164, 129)
chemo-title: ಗ್ರಾಮೀಣರ ಅನುಕೂಲಕ್ಕೆ ಆರೋಗ್ಯ ಸೇವೆ (30, 1621, 513, 1665)
brief-4-body: ಬೆಂಗಳೂರು: ನಗರಾಭಿವೃದ್ಧಿ ಹಾಗೂ ನಗರ ಯೋಜನೆ ಸಚಿವ ಭೈರತಿ ಸುರೇಶ್ ಅವರ ತಾಯಿ ಸುಶೀಲಮ್ಮ (85) ಅವರು ಶನಿವಾರ ಬೆಳಗ್ಗೆ ನಿಧನರಾದರು. ವಯೋ ಸಹಜ ಕಾಯಿಲೆಯಿಂದ ಬಳಲುತ್ತಿದ್ದರು. ಮೃತರ ಅಂತ್ಯಕ್ರಿಯೆ ಹೆಬ್ಬಾಳ ವಿಧಾನಸಭಾ ಕ್ಷೇತ್ರದ ಭೈರತಿ ಗ್ರಾಮದಲ್ಲಿ ನೆರವೇರಿತು. ಸಾರ್ವಜನಿಕರ ಅಂತಿಮ ದರ್ಶನಕ್ಕೆ ವ್ಯವಸ್ಥೆ ಮಾಡಲಾಗಿತ್ತು. ಮುಖ್ಯಮಂತ್ರಿ ಸಿದ್ದರಾಮಯ್ಯ ಸೇರಿದಂತೆ ಅನೇಕ ಗಣ್ಯರು ಮೃತ ಸುಶೀಲಮ್ಮ ಅವರ ಅಂತಿಮ ದರ್ಶನ ಪಡೆದರು. ಪರಿವಾರ ಸಂಘ ಸ್ವಯಂಸೇವಕರು ಹಾಗೂ ಅಭಿಮಾನಿಗಳು ಅಂತ್ಯಕ್ರಿಯೆ ನೆರವೇರಿಸಲಾಯಿತು. (34, 1327, 270, 1476)
trek-group-photo (296, 1442, 618, 1570)
col-rule-a (642, 690, 643, 1128)
farming-title: ಗರಿಗೆದರಿದ ಕೃಷಿ ಚಟುವಟಿಕೆ (632, 1140, 873, 1171)
anon-call-title: ಅನಾಮಧೇಯ ಕರೆ ಸ್ವೀಕರಿಸಬೇಡಿ (1040, 1140, 1218, 1211)
logo-emblem-icon (82, 16, 116, 50)
col-rule-c (624, 1138, 625, 1570)
farming-dateline: ದೊಡ್ಡಬಳ್ಳಾಪುರ: (632, 1365, 684, 1376)
caste-survey-body: ಸರ್ಕಾರದ ಆದೇಶ ದಿನಾಂಕ 2024 ನೇ ನವೆಂಬರ್ 12 ರಲ್ಲಿ ರಾಜ್ಯದಲ್ಲಿ ಶಿಕ್ಷಣ ಮತ್ತು ಸರ್ಕಾರಿ ಉದ್ಯೋಗದಲ್ಲಿ ಪರಿಶಿಷ್ಟ ಜಾತಿಯ ವಿವಿಧ ಉಪ ಜಾತಿಗಳಿಗೆ ನೀಡಿರುವ ಪ್ರಾತಿನಿಧ್ಯತೆ ಕುರಿತು ಪಡೆದ ಪರಿಶಿಷ್ಟ ಜಾತಿಗಳ ಒಳ ಮೀಸಲಾತಿ ವರ್ಗೀಕರಣ ಕುರಿತು ಶಿಫಾರಸು ಮಾಡಲು ನಿವೃತ್ತ ನ್ಯಾಯಮೂರ್ತಿ ಎಚ್.ಎನ್.ನಾಗಮೋಹನ್ ದಾಸ್ ಅವರ ಅಧ್ಯಕ್ಷತೆಯಲ್ಲಿ ಏಕ ಸದಸ್ಯ ಆಯೋಗವನ್ನು ರಚಿಸಲಾಗಿದೆ. ಪರಿಶಿಷ್ಟ ಜಾತಿಯಲ್ಲಿನ 101 ಜಾತಿಗಳ ವೈಜ್ಞಾನಿಕ ವರ್ಗೀಕರಣ ಮಾಡಲು ದತ್ತಾಂಶವನ್ನು ಸಂಗ್ರಹಿಸಲು ಮನೆಮನೆ ಸಮೀಕ್ಷೆಯನ್ನು ಸರ್ಕಾರ ನಡೆಸಲು 2015ರ ಮಾರ್ಚ್ 27ರ ಆದೇಶದ ಮೂಲಕ ಪರಿಶಿಷ್ಟ ಜಾತಿಯಲ್ಲಿ ಸರ್ಕಾರಕ್ಕೆ ಶಿಫಾರಸು ಮಾಡಲು ಅವಧಿ ವಿಸ್ತರಣೆ ಮಾಡಲಾಗಿದೆ. ಸಮೀಕ್ಷೆಯನ್ನು 2025ರ ಮೇ 29ರವರೆಗೆ ವಿಸ್ತರಿಸಲಾಗಿದೆ. ಮನೆ-ಮನೆ ಸಮೀಕ್ಷೆಯಲ್ಲಿ ಭಾಗವಹಿಸದ ಕುಟುಂಬಗಳು ವಿಶೇಷ ಶಿಬಿರಗಳ ಮೂಲಕ ಅಥವಾ ಆನ್‌ಲೈನ್ ಮೂಲಕ ಸ್ವಯಂ ಘೋಷಣೆ ಮಾಡಬಹುದಾಗಿದೆ ಎಂದು ಜಿಲ್ಲಾಡಳಿತ ಪ್ರಕಟಣೆಯಲ್ಲಿ ತಿಳಿಸಿದೆ. (296, 768, 638, 890)
anon-call-dateline: ವಿಜಯಪುರ: (1040, 1221, 1080, 1232)
dcc-kicker: ಡಿಸಿಸಿ ಬ್ಯಾಂಕ್ ಚುನಾವಣೆ: 12 ಸ್ಥಾನಗಳಿಗೆ 29 ಸ್ಪರ್ಧಿಗಳ ಸೆಣಸಾಟ (688, 1592, 1148, 1616)
chevron-right-icon: » (206, 106, 223, 136)
temple-title: ಶ್ರೀಲಘುಮಮ್ಮ ದೇವಿ ಪ್ರತಿಷ್ಠಾಪನೆ (648, 693, 889, 719)
caste-survey-dateline: ದೇವನಹಳ್ಳಿ: (296, 768, 333, 780)
brief-1-body: ಬೆಂಗಳೂರು: ಮುಖ್ಯಮಂತ್ರಿ ಸಿದ್ದರಾಮಯ್ಯ ಅವರು ಬೆಂಗಳೂರಿನಲ್ಲಿ ಕುರಿತು ಕೇಂದ್ರ ಸರ್ಕಾರವನ್ನು ನಿಂದಿಸಿ ಪ್ರಯೋಜನವಿಲ್ಲ. ಹದಿನಾರು ಬಜೆಟ್ ಮಂಡಿಸಿದ ಅವರು ನೀತಿ ಆಯೋಗದ ಸಭೆಗೆ ಗೈರು ಆಗಿರುವುದು ಎಷ್ಟು ಸರಿ? ಕೇಂದ್ರ ಸಚಿವ ಎಚ್.ಡಿ.ಕುಮಾರಸ್ವಾಮಿ ಪ್ರಶ್ನಿಸಿದ್ದಾರೆ. ಈ ಕುರಿತು ಮಾಧ್ಯಮ ಜೊತೆ ನಡೆಸಿದ ಅವರು, ರಾಜ್ಯದ ಹಿತದೃಷ್ಟಿಯಿಂದ ರಾಜ್ಯದ ಹಿತವನ್ನು ಬಲಿಕೊಡುತ್ತಿರುವುದು ತಪ್ಪು. ಸರ್ಕಾರದ ಅಭಿವೃದ್ಧಿಯ ಸಮಸ್ಯೆ ಹೇಗೆ ಬಗೆಹರಿಯುತ್ತದೆ. ರಾಷ್ಟ್ರದ ನೀತಿ ನಿರೂಪಣೆ, ಅಭಿವೃದ್ಧಿಗೆ ಸಂಬಂಧಿಸಿ ಪ್ರಧಾನ ಸಚಿವರು ಮೋದಿ ಅವರ ನೇತೃತ್ವದಲ್ಲಿ ನಡೆದ ಮಹತ್ವದ ಸಭೆಯಲ್ಲಿ ಪಾಲ್ಗೊಳ್ಳದೆ ಭಾಗವಹಿಸದಿರುವುದು ಸರಿಯಲ್ಲ. ಒಕ್ಕೂಟ ವ್ಯವಸ್ಥೆಯಲ್ಲಿ ಒಟ್ಟಿಗೆ ಕೆಲಸ ಮಾಡಬೇಕು. ರಾಜ್ಯದ ಅಭಿವೃದ್ಧಿ ಹಿಮಾಯಿತಿಯನ್ನು ಕೇಳುವುದು ತಪ್ಪಲ್ಲ. ಮುಖ್ಯಮಂತ್ರಿ ಸಿದ್ದರಾಮಯ್ಯ ಅವರು ಸಭೆಯಲ್ಲಿ ಭಾಗವಹಿಸದೆ ನಕಲಿ ಎಂದು ಹೇಳಿದ್ದಾರೆ. (34, 187, 270, 336)
kirusuddi-label-a: ಕಿರು (100, 104, 129, 129)
lead-meeting-photo (554, 224, 1040, 370)
col-rule-b (1032, 690, 1033, 1128)
edition-city: ಬೆಂಗಳೂರು (1140, 46, 1174, 56)
dcc-body-right: ಜಿಲ್ಲಾ ಸಹಕಾರಿ ಕೇಂದ್ರ ಬ್ಯಾಂಕ್ (ಡಿಸಿಸಿ) ಆಡಳಿತ ಮಂಡಳಿ ಚುನಾವಣೆಗೆ ನಾಮಪತ್ರ ವಾಪಸ್ ಪಡೆಯುವ ಅವಧಿ ಮುಗಿದಿದೆ. ನಾಮಪತ್ರ ಸಲ್ಲಿಸಿದ್ದ ಮೂವರು ಶಾಸಕರು ಸೇರಿದಂತೆ ಆರು ಅಭ್ಯರ್ಥಿಗಳು ಅವಿರೋಧವಾಗಿ ಆಯ್ಕೆಯಾಗಿದ್ದಾರೆ. ಒಟ್ಟು 18 ಸ್ಥಾನಗಳ ಪೈಕಿ 6 ಸ್ಥಾನಗಳಿಗೆ ಅವಿರೋಧ ಆಯ್ಕೆಯಾಗಿದ್ದು, ಉಳಿದ 12 ನಿರ್ದೇಶಕ ಸ್ಥಾನಗಳಿಗೆ ಅಂತಿಮವಾಗಿ 29 ಅಭ್ಯರ್ಥಿಗಳು ಕಣದಲ್ಲಿದ್ದಾರೆ. ಮೇ 28ರ ಬುಧವಾರ ಕೋಲಾರದ ಸರ್ಕಾರಿ ಪ್ರಥಮದರ್ಜೆ ಕಾಲೇಜಿನಲ್ಲಿ ಬೆಳಗ್ಗೆ 9 ಗಂಟೆಯಿಂದ ಸಂಜೆ 4 ಗಂಟೆಯವರೆಗೆ ಮತದಾನ ನಡೆಯಲಿದೆ. ಅದೇ ದಿನ ಸಂಜೆ ಮತ ಎಣಿಕೆ ನಡೆಯಲಿದ್ದು, ಫಲಿತಾಂಶ ಪ್ರಕಟವಾಗಲಿದೆ. ಚುನಾವಣಾಧಿಕಾರಿಗಳು ಅಗತ್ಯ ಸಿದ್ಧತೆ ಮಾಡಿಕೊಂಡಿದ್ದು, ಅವಿರೋಧವಾಗಿ ಆಯ್ಕೆಯಾದವರಿಗೆ ಪ್ರಮಾಣ ಪತ್ರ ವಿತರಿಸಲಾಯಿತು. ಅವಿರೋಧವಾಗಿ ಆಯ್ಕೆಯಾದ ನಿರ್ದೇಶಕರನ್ನು ಬೆಂಬಲಿಗರು ಅಭಿನಂದಿಸಿದರು. (1144, 1689, 1308, 1921)
hand-pointing-icon (40, 98, 92, 144)
brief-2-title: ಪ್ರತಿಭಾನ್ವಿತರಿಂದ ಅರ್ಜಿ ಆಹ್ವಾನ (97, 509, 270, 529)
print-registration-marks-3 (840, 1994, 885, 2003)
lead-headline: ತಾಲೂಕುಗಳ ಅಭಿವೃದ್ಧಿಗೆ ಶಿಫಾರಸು (296, 126, 962, 195)
issue-date: 25 ಮೇ 2025 (1140, 29, 1209, 43)
brief-4-title: ಸಚಿವ ಭೈರತಿ ಸುರೇಶ್‌ಗೆ ಮಾತೃವಿಯೋಗ (51, 1299, 270, 1319)
caption-title: ನಂಜುಂಡಪ್ಪ ವರದಿ ಅನ್ವಯ 175 ತಾಲೂಕು ಅಧ್ಯಯನ (562, 378, 831, 396)
row2-rule (286, 684, 1312, 685)
caste-survey-story (296, 692, 638, 1128)
brief-4-dateline: ಬೆಂಗಳೂರು: (34, 1327, 74, 1339)
masthead-color-bar (1302, 8, 1310, 60)
farming-body: ತಾಲೂಕಿನಾದ್ಯಂತ ಉತ್ತಮ ಮಳೆಯಾಗುತ್ತಿದ್ದು, ರೈತರು ಕೃಷಿ ಚಟುವಟಿಕೆಯಲ್ಲಿ ತೊಡಗಿದ್ದಾರೆ. ಮೇ 134 ಮಿಮೀ ವಾಡಿಕೆ ಮಳೆ ಪ್ರಮಾಣ ಇದ್ದು, ಮೇ 23ರವರೆಗೆ ಸುಮಾರು 223.78 ಮಿಮೀ ಮಳೆ ಬಿದ್ದಿದೆ. ಮುಂಗಾರು ಪೂರ್ವ ಮಳೆಯಿಂದಾಗಿ ಭೂಮಿ ಹದಗೊಂಡಿದ್ದು, ರೈತರು ಉಳುಮೆ ಮಾಡುತ್ತಿದ್ದಾರೆ. ಕೃಷಿ ಇಲಾಖೆಯಿಂದ ರೈತ ಸಂಪರ್ಕ ಕೇಂದ್ರಗಳಲ್ಲಿ ಬಿತ್ತನೆ ಬೀಜ ಹಾಗೂ ರಸಗೊಬ್ಬರ ದಾಸ್ತಾನು ಮಾಡಲಾಗಿದೆ. ರೈತರು ಮುಂಗಾರು ಹಂಗಾಮಿನ ಬಿತ್ತನೆಗೆ ಸಿದ್ಧತೆ ಮಾಡಿಕೊಂಡಿದ್ದಾರೆ. ರಾಗಿ, ಜೋಳ, ತೊಗರಿ, ಅವರೆ ಸೇರಿದಂತೆ ವಿವಿಧ ಬೆಳೆಗಳ ಬಿತ್ತನೆಗೆ ಅಗತ್ಯ ಕ್ರಮ ಕೈಗೊಳ್ಳಲಾಗಿದೆ ಎಂದು ಸಹಾಯಕ ಕೃಷಿ ನಿರ್ದೇಶಕರು ತಿಳಿಸಿದ್ದಾರೆ. (632, 1365, 1026, 1445)
temple-story (648, 692, 1026, 1128)
dcc-body-cont: ಜಿಲ್ಲಾ ಸಹಕಾರಿ ಕೇಂದ್ರ ಬ್ಯಾಂಕ್ (ಡಿಸಿಸಿ) ಆಡಳಿತ ಮಂಡಳಿ ಚುನಾವಣೆಗೆ ನಾಮಪತ್ರ ವಾಪಸ್ ಪಡೆಯುವ ಅವಧಿ ಮುಗಿದಿದೆ. ನಾಮಪತ್ರ ಸಲ್ಲಿಸಿದ್ದ ಮೂವರು ಶಾಸಕರು ಸೇರಿದಂತೆ ಆರು ಅಭ್ಯರ್ಥಿಗಳು ಅವಿರೋಧವಾಗಿ ಆಯ್ಕೆಯಾಗಿದ್ದಾರೆ. ಒಟ್ಟು 18 ಸ್ಥಾನಗಳ ಪೈಕಿ 6 ಸ್ಥಾನಗಳಿಗೆ ಅವಿರೋಧ ಆಯ್ಕೆಯಾಗಿದ್ದು, ಉಳಿದ 12 ನಿರ್ದೇಶಕ ಸ್ಥಾನಗಳಿಗೆ ಅಂತಿಮವಾಗಿ 29 ಅಭ್ಯರ್ಥಿಗಳು ಕಣದಲ್ಲಿದ್ದಾರೆ. ಮೇ 28ರ ಬುಧವಾರ ಕೋಲಾರದ ಸರ್ಕಾರಿ ಪ್ರಥಮದರ್ಜೆ ಕಾಲೇಜಿನಲ್ಲಿ ಬೆಳಗ್ಗೆ 9 ಗಂಟೆಯಿಂದ ಸಂಜೆ 4 ಗಂಟೆಯವರೆಗೆ ಮತದಾನ ನಡೆಯಲಿದೆ. ಅದೇ ದಿನ ಸಂಜೆ ಮತ ಎಣಿಕೆ ನಡೆಯಲಿದ್ದು, ಫಲಿತಾಂಶ ಪ್ರಕಟವಾಗಲಿದೆ. ಚುನಾವಣಾಧಿಕಾರಿಗಳು ಅಗತ್ಯ ಸಿದ್ಧತೆ ಮಾಡಿಕೊಂಡಿದ್ದು, ಅವಿರೋಧವಾಗಿ ಆಯ್ಕೆಯಾದವರಿಗೆ ಪ್ರಮಾಣ ಪತ್ರ ವಿತರಿಸಲಾಯಿತು. ಅವಿರೋಧವಾಗಿ ಆಯ್ಕೆಯಾದ ನಿರ್ದೇಶಕರನ್ನು ಬೆಂಬಲಿಗರು ಅಭಿನಂದಿಸಿದರು. (884, 1797, 1136, 1960)
dcc-candidate-photo-2 (970, 1688, 1050, 1788)
anon-call-body: ನಾಗರಿಕರ ಮೊಬೈಲ್‌ಗೆ ಬರುವ ಸ್ಪ್ಯಾಮ್, ಫಿಶಿಂಗ್ ಕರೆ, ಸ್ಕ್ಯಾಮ್ ಅಪರಾಧದ ಮೋಸಗೊಳಿಸುವ ಒಂದು ರೂಪವಾಗಿದೆ. ಇಂತಹ ಕರೆಗಳಿಗೆ ಪ್ರತಿಕ್ರಿಯೆ ನೀಡಬಾರದು. ಅನಾಮಧೇಯ ಕರೆಗಳನ್ನು ಸ್ವೀಕರಿಸಬಾರದು ಎಂದು ಪೊಲೀಸ್ ವರಿಷ್ಠಾಧಿಕಾರಿ ಹೇಳಿದರು. ಸಾರ್ವಜನಿಕ ಜಾಗೃತಿ ಅಭಿಯಾನದಲ್ಲಿ ಮಾತನಾಡಿದ ಅವರು, ಸೈಬರ್ ವಂಚಕರು ಬ್ಯಾಂಕ್ ಅಧಿಕಾರಿಗಳು, ಪೊಲೀಸರು ಎಂದು ಹೇಳಿ ನಂಬಿಸಿ ಹಣ ದೋಚುತ್ತಿದ್ದಾರೆ. ಒಟಿಪಿ, ಬ್ಯಾಂಕ್ ಖಾತೆ ವಿವರಗಳನ್ನು ಯಾರೊಂದಿಗೂ ಹಂಚಿಕೊಳ್ಳಬಾರದು. ವಂಚನೆಗೊಳಗಾದರೆ ತಕ್ಷಣ ಸಹಾಯವಾಣಿ 1930 ಸಂಖ್ಯೆಗೆ ಕರೆ ಮಾಡಿ ದೂರು ನೀಡಬೇಕು. ತುರ್ತು ಸಂದರ್ಭದಲ್ಲಿ 112 ಗೆ ಕರೆ ಮಾಡಿ ಸಹಾಯ ಪಡೆಯಬಹುದು ಎಂದು ತಿಳಿಸಿದರು. (1040, 1221, 1306, 1343)
